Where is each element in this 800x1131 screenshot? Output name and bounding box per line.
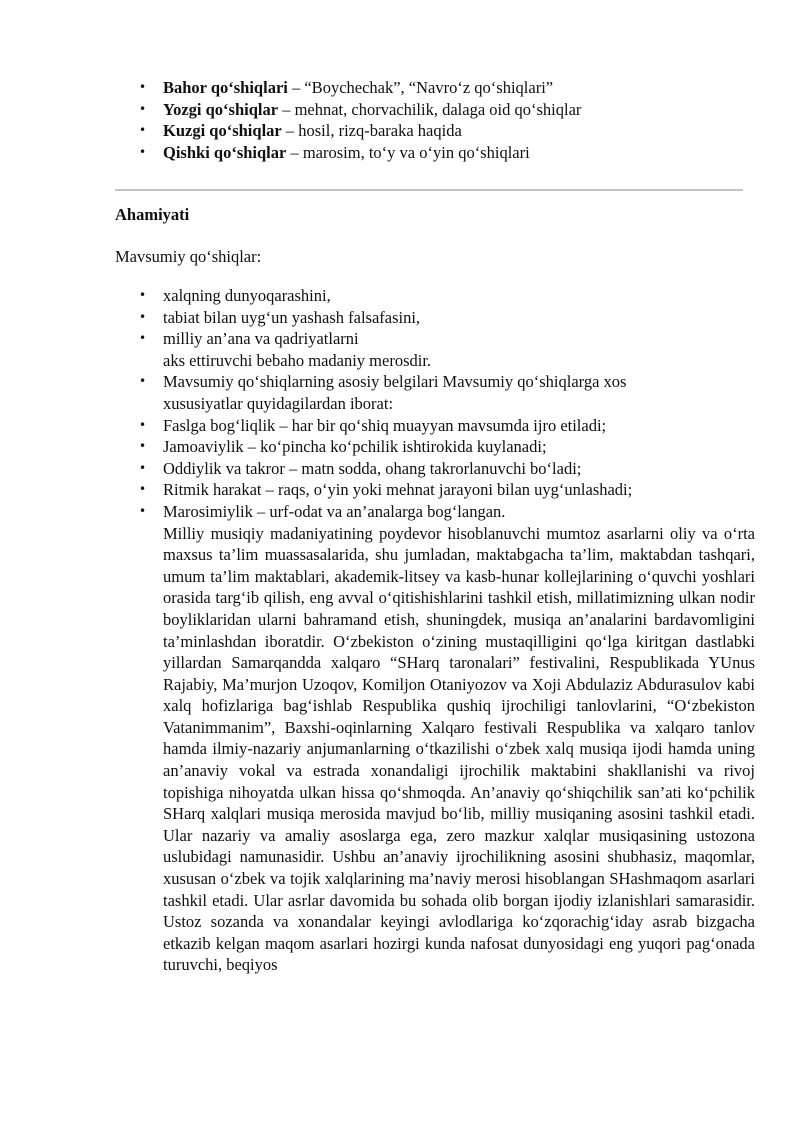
list-item-text: tabiat bilan uyg‘un yashash falsafasini, (163, 307, 421, 327)
list-item-title: Kuzgi qo‘shiqlar (163, 121, 282, 141)
list-item (115, 142, 755, 164)
list-item-text: Oddiylik va takror – matn sodda, ohang takrorlanuvchi bo‘ladi; (163, 458, 582, 478)
list-item (115, 415, 755, 437)
seasonal-songs-list (115, 77, 755, 163)
horizontal-divider (115, 189, 743, 191)
list-item-desc: – “Boychechak”, “Navro‘z qo‘shiqlari” (287, 78, 554, 97)
list-item-text: Faslga bog‘liqlik – har bir qo‘shiq muayyan mavsumda ijro etiladi; (163, 415, 607, 435)
significance-list (115, 285, 755, 976)
intro-text: Mavsumiy qo‘shiqlar: (115, 247, 262, 266)
list-item (115, 328, 755, 371)
body-paragraph: Milliy musiqiy madaniyatining poydevor hisoblanuvchi mumtoz asarlarni oliy va o‘rta maxsus ta’lim muassasalarida, shu jumladan, maktabgacha ta’lim, maktabdan tashqari, umum ta’lim maktablari, akademik-litsey va kasb-hunar kollejlarining o‘quvchi yoshlari orasida targ‘ib qilish, eng avval o‘qitishishlarini tashkil etish, millatimizning ulkan nodir boyliklaridan ularni bahramand etish, shuningdek, musiqa an’analarini bardavomligini ta’minlashdan iboratdir. O‘zbekiston o‘zining mustaqilligini qo‘lga kiritgan dastlabki yillardan Samarqandda xalqaro “SHarq taronalari” festivalini, Respublikada YUnus Rajabiy, Ma’murjon Uzoqov, Komiljon Otaniyozov va Xoji Abdulaziz Abdurasulov kabi xalq hofizlariga bag‘ishlab Respublika qushiq ijrochiligi tanlovlarini, “O‘zbekiston Vatanimmanim”, Baxshi-oqinlarning Xalqaro festivali Respublika va xalqaro tanlov hamda ilmiy-nazariy anjumanlarning o‘tkazilishi o‘zbek xalq musiqa ijodi hamda uning an’anaviy vokal va estrada xonandaligi ijrochilik maktabini shakllanishi va rivoj topishiga nihoyatda ulkan hissa qo‘shmoqda. An’anaviy qo‘shiqchilik san’ati ko‘pchilik SHarq xalqlari musiqa merosida mavjud bo‘lib, milliy musiqaning asosini tashkil etadi. Ular nazariy va amaliy asoslarga ega, zero mazkur xalqlar musiqasining ustozona uslubidagi namunasidir. Ushbu an’anaviy ijrochilikning asosini shubhasiz, maqomlar, xususan o‘zbek va tojik xalqlarining ma’naviy merosi hisoblangan SHashmaqom asarlari tashkil etadi. Ular asrlar davomida bu sohada olib borgan ijodiy izlanishlari samarasidir. Ustoz sozanda va xonandalar keyingi avlodlariga ko‘zqorachig‘iday asrab bizgacha etkazib kelgan maqom asarlari hozirgi kunda nafosat dunyosidagi eng yuqori pag‘onada turuvchi, beqiyos (163, 523, 755, 975)
list-item (115, 120, 755, 142)
list-item-continuation: aks ettiruvchi bebaho madaniy merosdir. (163, 350, 432, 370)
list-item-desc: – hosil, rizq-baraka haqida (281, 121, 462, 141)
list-item-text: Ritmik harakat – raqs, o‘yin yoki mehnat jarayoni bilan uyg‘unlashadi; (163, 480, 633, 500)
list-item (115, 77, 755, 99)
list-item-text: Marosimiylik – urf-odat va an’analarga bog‘langan. (163, 501, 506, 521)
list-item-desc: – mehnat, chorvachilik, dalaga oid qo‘shiqlar (278, 99, 582, 119)
list-item (115, 371, 755, 414)
list-item (115, 285, 755, 307)
list-item (115, 501, 755, 976)
list-item (115, 99, 755, 121)
list-item (115, 458, 755, 480)
list-item-continuation: xususiyatlar quyidagilardan iborat: (163, 393, 394, 413)
list-item-text: milliy an’ana va qadriyatlarni (163, 329, 359, 349)
list-item (115, 436, 755, 458)
list-item-desc: – marosim, to‘y va o‘yin qo‘shiqlari (286, 142, 530, 162)
list-item-title: Qishki qo‘shiqlar (163, 142, 287, 162)
list-item-title: Bahor qo‘shiqlari (163, 78, 288, 97)
list-item-text: xalqning dunyoqarashini, (163, 286, 331, 305)
list-item-text: Mavsumiy qo‘shiqlarning asosiy belgilari Mavsumiy qo‘shiqlarga xos (163, 372, 627, 392)
list-item-title: Yozgi qo‘shiqlar (163, 99, 279, 119)
section-heading: Ahamiyati (115, 205, 190, 224)
list-item-text: Jamoaviylik – ko‘pincha ko‘pchilik ishtirokida kuylanadi; (163, 437, 547, 457)
list-item (115, 307, 755, 329)
list-item (115, 479, 755, 501)
